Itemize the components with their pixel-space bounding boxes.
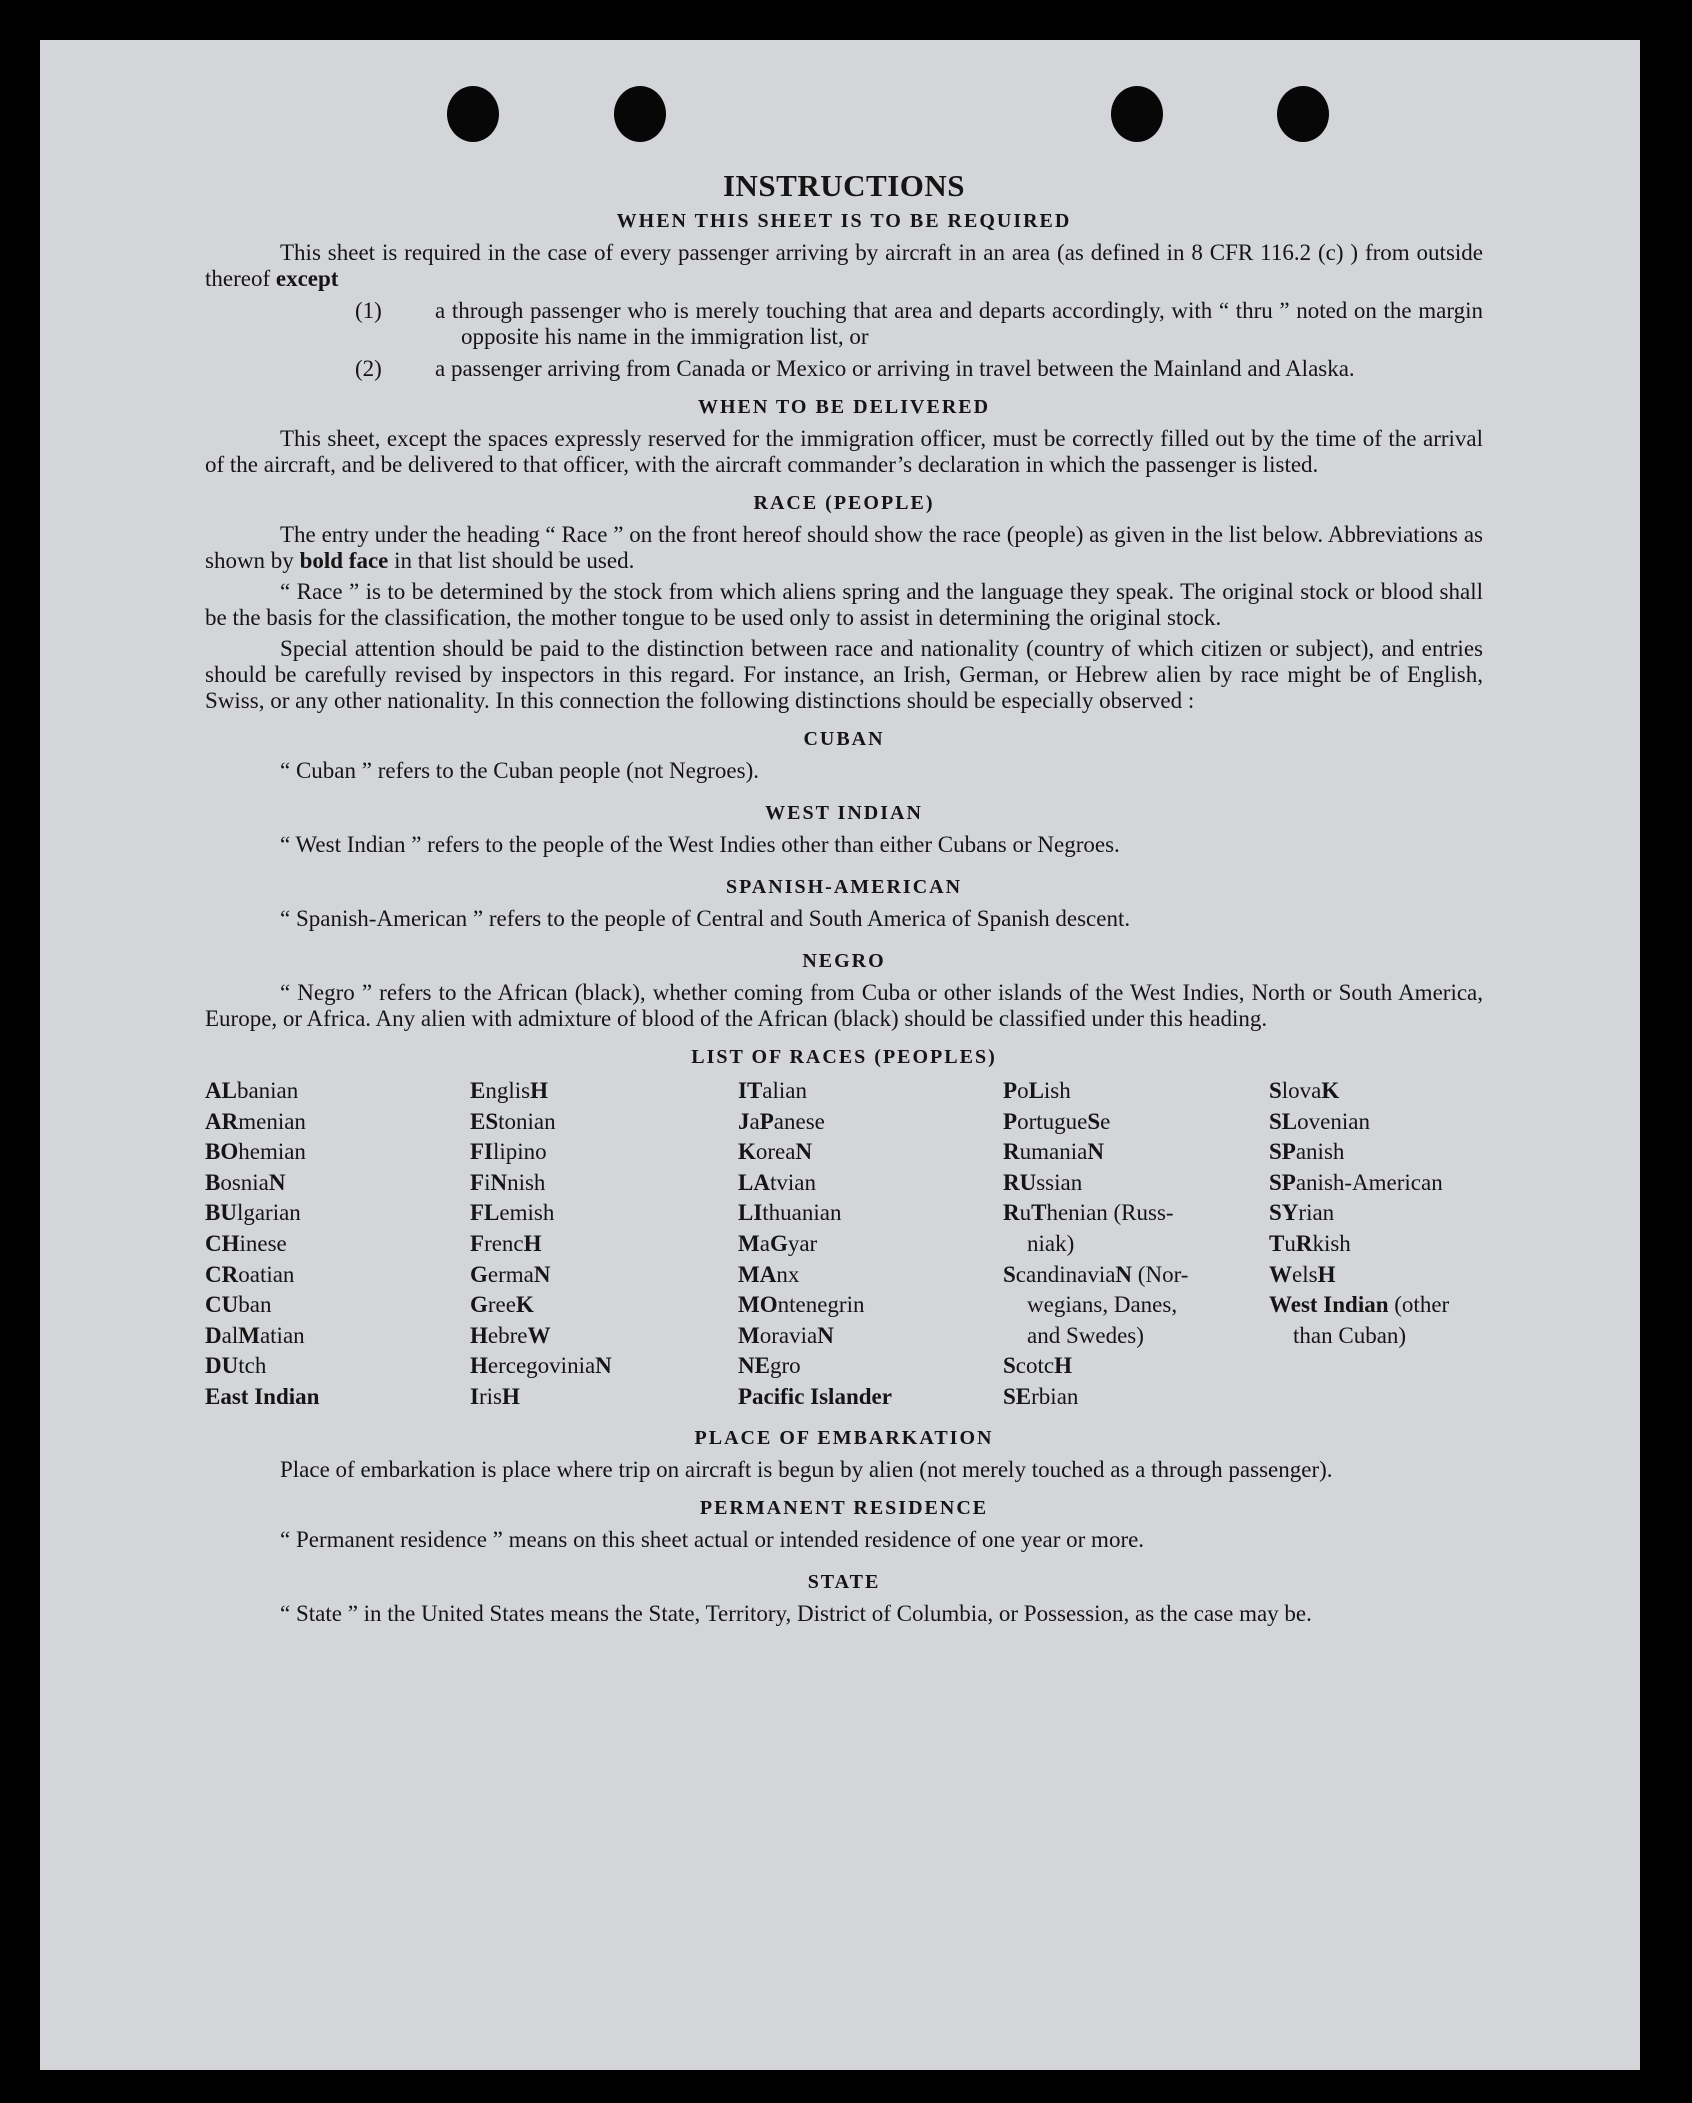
race-entry: West Indian (other (1269, 1292, 1450, 1318)
race-entry: FLemish (470, 1200, 555, 1226)
race-entry: than Cuban) (1293, 1322, 1407, 1348)
section-heading-spanish-american: SPANISH-AMERICAN (725, 876, 963, 898)
section-heading-negro: NEGRO (802, 950, 886, 972)
race-entry: niak) (1027, 1230, 1075, 1256)
race-entry: FiNnish (470, 1169, 546, 1195)
race-entry: ScotcH (1003, 1353, 1072, 1379)
race-entry: NEgro (738, 1353, 801, 1379)
race-entry: SYrian (1269, 1200, 1335, 1226)
race-entry: MAnx (738, 1261, 800, 1287)
race-entry: wegians, Danes, (1027, 1292, 1178, 1318)
race-entry: FIlipino (470, 1139, 547, 1165)
race-entry: WelsH (1269, 1261, 1336, 1287)
section-heading-race: RACE (PEOPLE) (753, 492, 935, 514)
race-entry: Pacific Islander (738, 1383, 892, 1409)
race-entry: SlovaK (1269, 1078, 1340, 1103)
punch-hole (1277, 86, 1329, 142)
race-entry: SPanish-American (1269, 1169, 1443, 1195)
paragraph: “ Cuban ” refers to the Cuban people (not Negroes). (280, 758, 760, 783)
race-column (470, 1076, 738, 1413)
race-entry: SLovenian (1269, 1108, 1370, 1134)
race-entry: PortugueSe (1003, 1108, 1111, 1134)
list-item: (2) a passenger arriving from Canada or Mexico or arriving in travel between the Mainland and Alaska. (355, 356, 1355, 381)
race-entry: BUlgarian (205, 1200, 301, 1226)
paragraph: “ Negro ” refers to the African (black), whether coming from Cuba or other islands of the West Indies, North or South America, Europe, or Africa. Any alien with admixture of blood of the African (black) should be classified under this heading. (205, 980, 1483, 1031)
race-entry: DalMatian (205, 1322, 305, 1348)
race-entry: RuThenian (Russ- (1003, 1200, 1174, 1226)
paragraph: “ West Indian ” refers to the people of the West Indies other than either Cubans or Negroes. (280, 832, 1120, 857)
race-column (1269, 1076, 1483, 1413)
race-entry: EnglisH (470, 1078, 548, 1103)
punch-hole (614, 86, 666, 142)
punch-hole (1111, 86, 1163, 142)
paragraph: “ Permanent residence ” means on this sheet actual or intended residence of one year or more. (280, 1526, 1145, 1552)
section-heading-required: WHEN THIS SHEET IS TO BE REQUIRED (616, 210, 1072, 232)
race-entry: PoLish (1003, 1078, 1071, 1103)
race-entry: CRoatian (205, 1261, 295, 1287)
race-entry: ARmenian (205, 1108, 306, 1134)
race-entry: ScandinaviaN (Nor- (1003, 1261, 1189, 1287)
race-entry: RumaniaN (1003, 1139, 1104, 1165)
race-entry: TuRkish (1269, 1230, 1351, 1256)
section-heading-races: LIST OF RACES (PEOPLES) (691, 1046, 997, 1068)
race-entry: HercegoviniaN (470, 1353, 612, 1379)
paragraph: Special attention should be paid to the distinction between race and nationality (country of which citizen or subject), and entries should be carefully revised by inspectors in this regard. For instance, an Irish, German, or Hebrew alien by race might be of English, Swiss, or any other nationality. In this connection the following distinctions should be especially observed : (205, 636, 1483, 713)
section-heading-residence: PERMANENT RESIDENCE (699, 1496, 989, 1519)
race-entry: DUtch (205, 1353, 267, 1379)
paragraph: Place of embarkation is place where trip on aircraft is begun by alien (not merely touched as a through passenger). (280, 1456, 1333, 1482)
race-entry: GermaN (470, 1261, 551, 1287)
instructions-content (205, 168, 1483, 1627)
race-entry: MoraviaN (738, 1322, 834, 1348)
race-column (1003, 1076, 1269, 1413)
paragraph: “ State ” in the United States means the State, Territory, District of Columbia, or Possession, as the case may be. (280, 1600, 1312, 1626)
race-entry: CHinese (205, 1230, 287, 1256)
race-entry: BOhemian (205, 1139, 306, 1165)
paragraph: The entry under the heading “ Race ” on the front hereof should show the race (people) as given in the list below. Abbreviations as shown by bold face in that list should be used. (205, 522, 1483, 573)
race-entry: JaPanese (738, 1108, 825, 1134)
document-page (40, 40, 1640, 2070)
race-list (205, 1076, 1483, 1413)
race-entry: MaGyar (738, 1230, 818, 1256)
race-entry: EStonian (470, 1108, 556, 1134)
race-entry: ITalian (738, 1078, 807, 1103)
race-entry: East Indian (205, 1383, 320, 1409)
race-entry: SErbian (1003, 1383, 1079, 1409)
list-item: (1) a through passenger who is merely touching that area and departs accordingly, with “ thru ” noted on the margin opposite his name in the immigration list, or (355, 298, 1483, 349)
race-entry: FrencH (470, 1230, 542, 1256)
paragraph: “ Spanish-American ” refers to the people of Central and South America of Spanish descent. (280, 906, 1131, 931)
race-entry: MOntenegrin (738, 1292, 865, 1318)
page-title: INSTRUCTIONS (722, 168, 965, 203)
section-heading-delivered: WHEN TO BE DELIVERED (697, 396, 991, 418)
section-heading-cuban: CUBAN (803, 728, 885, 750)
section-heading-state: STATE (807, 1570, 881, 1593)
race-entry: BosniaN (205, 1169, 286, 1195)
race-entry: GreeK (470, 1292, 534, 1318)
race-entry: RUssian (1003, 1169, 1083, 1195)
paragraph: “ Race ” is to be determined by the stock from which aliens spring and the language they speak. The original stock or blood shall be the basis for the classification, the mother tongue to be used only to assist in determining the original stock. (205, 579, 1483, 630)
paragraph: This sheet is required in the case of every passenger arriving by aircraft in an area (as defined in 8 CFR 116.2 (c) ) from outside thereof except (205, 240, 1483, 291)
race-entry: IrisH (470, 1383, 520, 1409)
race-entry: SPanish (1269, 1139, 1345, 1165)
race-entry: KoreaN (738, 1139, 813, 1165)
punch-hole (447, 86, 499, 142)
race-entry: LAtvian (738, 1169, 816, 1195)
race-entry: HebreW (470, 1322, 551, 1348)
section-heading-west-indian: WEST INDIAN (765, 802, 923, 824)
race-column (205, 1076, 470, 1413)
race-entry: ALbanian (205, 1078, 299, 1103)
paragraph: This sheet, except the spaces expressly reserved for the immigration officer, must be correctly filled out by the time of the arrival of the aircraft, and be delivered to that officer, with the aircraft commander’s declaration in which the passenger is listed. (205, 426, 1483, 477)
race-entry: and Swedes) (1027, 1322, 1144, 1348)
race-entry: CUban (205, 1292, 272, 1318)
race-column (738, 1076, 1003, 1413)
section-heading-embarkation: PLACE OF EMBARKATION (694, 1426, 994, 1449)
race-entry: LIthuanian (738, 1200, 842, 1226)
